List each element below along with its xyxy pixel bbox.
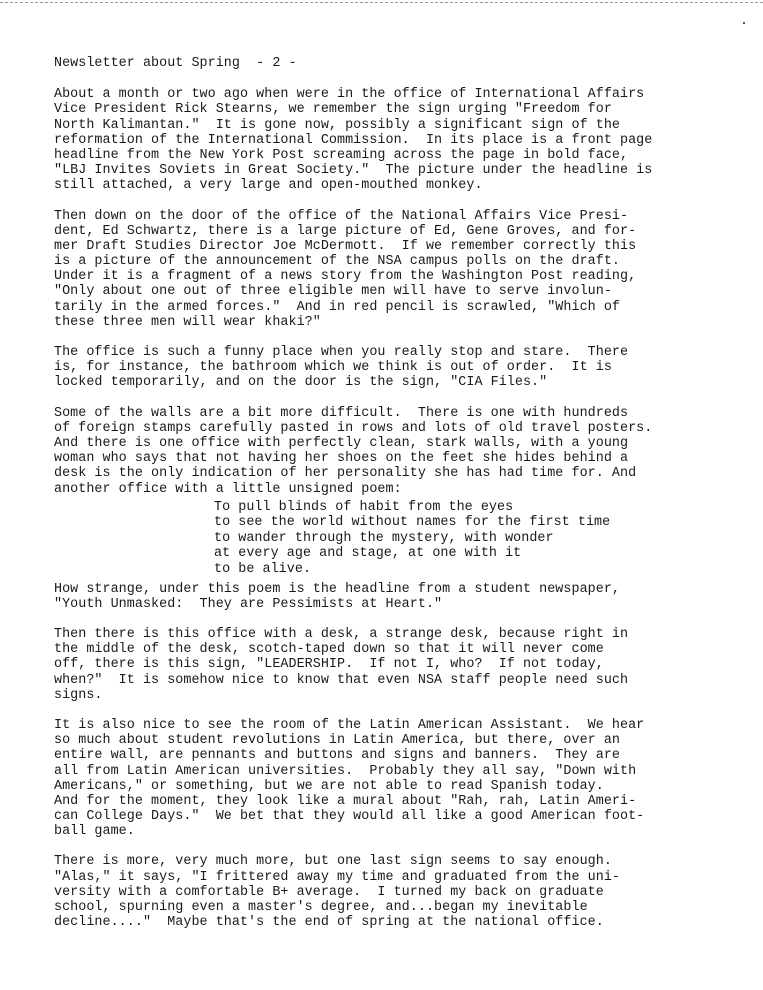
poem (214, 500, 754, 578)
paragraph (54, 345, 754, 391)
text-line: Vice President Rick Stearns, we remember the sign urging "Freedom for (54, 102, 612, 118)
text-line: ball game. (54, 824, 135, 840)
text-line: dent, Ed Schwartz, there is a large picture of Ed, Gene Groves, and for- (54, 223, 637, 239)
text-line: tarily in the armed forces." And in red pencil is scrawled, "Which of (54, 299, 620, 315)
text-line: still attached, a very large and open-mouthed monkey. (54, 178, 483, 194)
text-line: And there is one office with perfectly clean, stark walls, with a young (54, 435, 629, 451)
text-line: mer Draft Studies Director Joe McDermott. If we remember correctly this (54, 238, 637, 254)
poem-line: at every age and stage, at one with it (214, 546, 522, 562)
text-line: headline from the New York Post screaming across the page in bold face, (54, 147, 629, 163)
text-line: so much about student revolutions in Latin America, but there, over an (54, 733, 620, 749)
text-line: The office is such a funny place when you really stop and stare. There (54, 345, 629, 360)
text-line: Americans," or something, but we are not able to read Spanish today. (54, 778, 604, 794)
corner-mark (743, 22, 745, 24)
text-line: all from Latin American universities. Probably they all say, "Down with (54, 763, 637, 779)
text-line: reformation of the International Commission. In its place is a front page (54, 132, 653, 148)
text-line: "LBJ Invites Soviets in Great Society." The picture under the headline is (54, 163, 653, 179)
text-line: is, for instance, the bathroom which we think is out of order. It is (54, 360, 612, 376)
paragraph (54, 854, 754, 930)
text-line: of foreign stamps carefully pasted in rows and lots of old travel posters. (54, 420, 653, 436)
paragraph (54, 582, 754, 612)
text-line: "Only about one out of three eligible men will have to serve involun- (54, 284, 612, 300)
text-line: off, there is this sign, "LEADERSHIP. If not I, who? If not today, (54, 657, 604, 673)
text-line: And for the moment, they look like a mural about "Rah, rah, Latin Ameri- (54, 793, 637, 809)
text-line: locked temporarily, and on the door is the sign, "CIA Files." (54, 375, 548, 391)
paragraphs-before-poem (54, 87, 754, 497)
text-line: signs. (54, 687, 103, 703)
text-line: "Youth Unmasked: They are Pessimists at Heart." (54, 596, 443, 612)
text-line: Under it is a fragment of a news story from the Washington Post reading, (54, 269, 637, 285)
text-line: entire wall, are pennants and buttons and signs and banners. They are (54, 748, 620, 764)
text-line: Some of the walls are a bit more difficult. There is one with hundreds (54, 405, 629, 421)
text-line: It is also nice to see the room of the Latin American Assistant. We hear (54, 717, 645, 733)
text-line: desk is the only indication of her personality she has had time for. And (54, 466, 637, 482)
paragraph (54, 209, 754, 331)
paragraph (54, 406, 754, 497)
text-line: North Kalimantan." It is gone now, possibly a significant sign of the (54, 117, 620, 133)
text-line: versity with a comfortable B+ average. I turned my back on graduate (54, 884, 604, 900)
text-line: the middle of the desk, scotch-taped down so that it will never come (54, 642, 604, 658)
text-line: another office with a little unsigned poem: (54, 481, 402, 497)
text-line: How strange, under this poem is the headline from a student newspaper, (54, 581, 620, 597)
text-line: is a picture of the announcement of the NSA campus polls on the draft. (54, 254, 620, 270)
paragraph (54, 627, 754, 703)
poem-line: to wander through the mystery, with wonder (214, 530, 554, 546)
text-line: when?" It is somehow nice to know that even NSA staff people need such (54, 672, 629, 688)
text-line: Then down on the door of the office of the National Affairs Vice Presi- (54, 208, 629, 224)
poem-line: to see the world without names for the first time (214, 515, 611, 531)
text-line: can College Days." We bet that they would all like a good American foot- (54, 809, 645, 825)
newsletter-page (54, 56, 754, 945)
text-line: Then there is this office with a desk, a strange desk, because right in (54, 627, 629, 643)
poem-line: to be alive. (214, 562, 312, 578)
text-line: these three men will wear khaki?" (54, 314, 321, 330)
paragraphs-after-poem (54, 582, 754, 931)
text-line: There is more, very much more, but one last sign seems to say enough. (54, 854, 612, 870)
text-line: woman who says that not having her shoes on the feet she hides behind a (54, 451, 629, 467)
paragraph (54, 718, 754, 840)
text-line: decline...." Maybe that's the end of spring at the national office. (54, 915, 604, 931)
text-line: "Alas," it says, "I frittered away my time and graduated from the uni- (54, 869, 620, 885)
text-line: About a month or two ago when were in the office of International Affairs (54, 87, 645, 103)
page-header: Newsletter about Spring - 2 - (54, 56, 297, 71)
poem-line: To pull blinds of habit from the eyes (214, 499, 514, 515)
top-dashed-rule (0, 2, 763, 3)
paragraph (54, 87, 754, 193)
text-line: school, spurning even a master's degree, and...began my inevitable (54, 900, 588, 916)
